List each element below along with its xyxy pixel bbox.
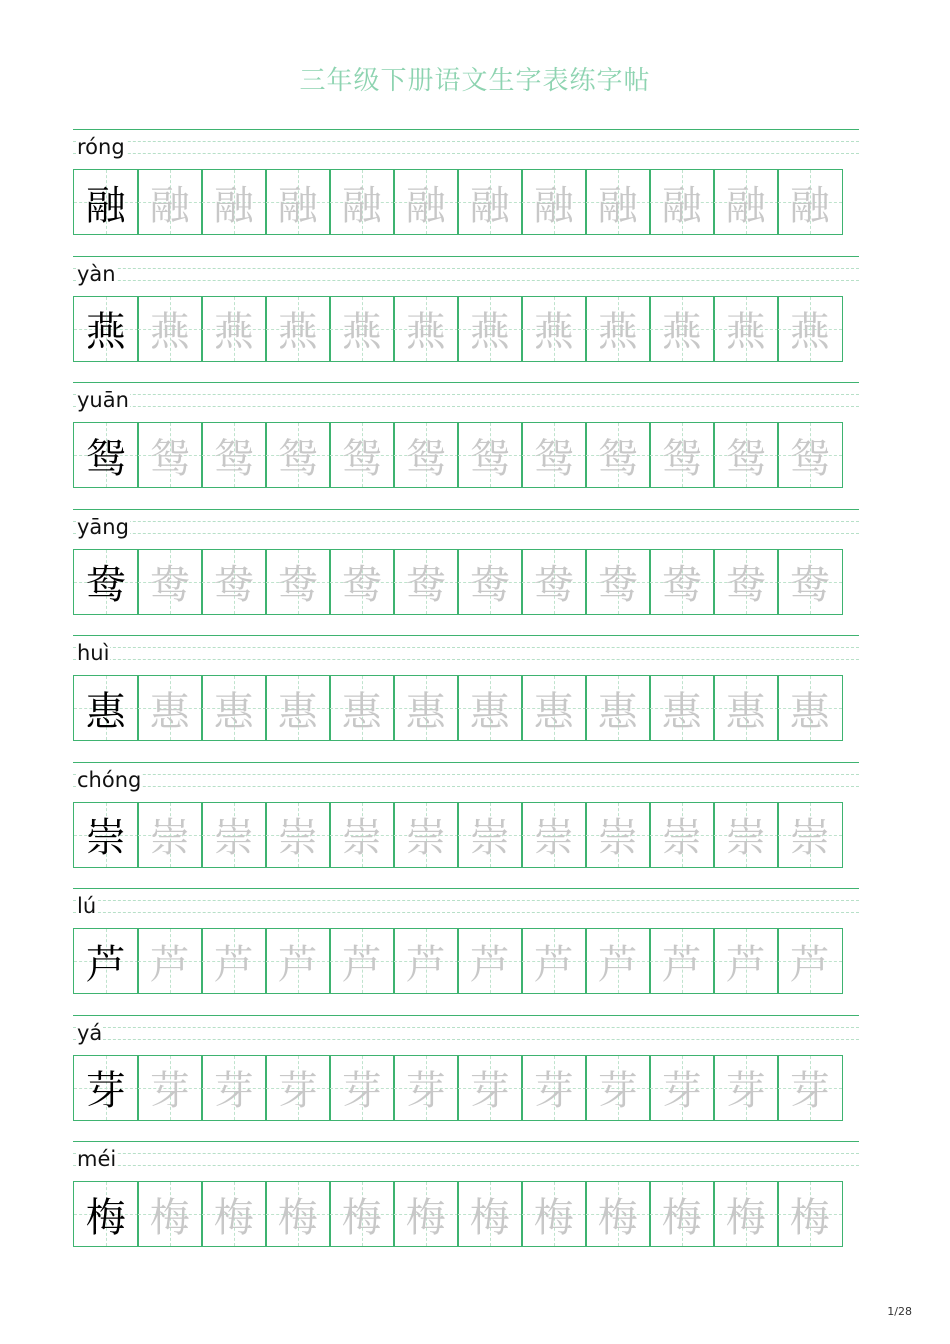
trace-cell: [137, 169, 203, 235]
trace-cell: [329, 802, 395, 868]
trace-character: 鸯: [213, 562, 254, 608]
trace-cell: [137, 928, 203, 994]
pinyin-label: lú: [77, 894, 97, 918]
trace-character: 惠: [213, 688, 254, 735]
trace-cell: [201, 296, 267, 362]
trace-character: 惠: [149, 688, 190, 735]
trace-cell: [265, 169, 331, 235]
trace-character: 燕: [533, 309, 574, 355]
trace-character: 惠: [405, 688, 446, 735]
trace-cell: [649, 422, 715, 488]
trace-character: 芦: [149, 941, 190, 988]
trace-character: 芦: [661, 941, 702, 988]
trace-cell: [201, 928, 267, 994]
pinyin-guide-lines: [73, 1141, 859, 1178]
trace-cell: [393, 1055, 459, 1121]
trace-character: 燕: [405, 309, 446, 355]
pinyin-label: yàn: [77, 261, 116, 286]
trace-character: 崇: [341, 815, 382, 861]
trace-character: 融: [597, 182, 638, 229]
trace-cell: [713, 296, 779, 362]
trace-character: 梅: [277, 1194, 318, 1241]
trace-character: 融: [149, 182, 190, 229]
trace-cell: [265, 1055, 331, 1121]
trace-character: 鸳: [405, 435, 446, 482]
trace-character: 崇: [469, 815, 510, 861]
trace-cell: [585, 169, 651, 235]
trace-character: 梅: [725, 1194, 766, 1241]
trace-cell: [457, 422, 523, 488]
trace-cell: [201, 1181, 267, 1247]
trace-character: 芽: [533, 1068, 574, 1114]
model-character: 鸯: [85, 562, 126, 608]
model-cell: [73, 928, 139, 994]
trace-cell: [521, 422, 587, 488]
trace-character: 芦: [405, 941, 446, 988]
model-cell: [73, 169, 139, 235]
trace-character: 崇: [149, 815, 190, 861]
practice-row: [73, 1141, 859, 1261]
trace-character: 融: [341, 182, 382, 229]
model-cell: [73, 802, 139, 868]
trace-character: 鸯: [469, 562, 510, 608]
trace-character: 燕: [469, 309, 510, 355]
trace-cell: [265, 1181, 331, 1247]
pinyin-label: yāng: [77, 514, 129, 539]
trace-character: 崇: [597, 815, 638, 861]
trace-character: 芦: [597, 941, 638, 988]
trace-cell: [329, 675, 395, 741]
trace-cell: [521, 296, 587, 362]
trace-cell: [137, 675, 203, 741]
tian-grid-row: [73, 422, 859, 488]
trace-character: 惠: [661, 688, 702, 735]
trace-cell: [777, 675, 843, 741]
trace-character: 鸳: [277, 435, 318, 482]
trace-cell: [201, 802, 267, 868]
trace-cell: [393, 549, 459, 615]
trace-cell: [777, 1181, 843, 1247]
pinyin-label: yá: [77, 1020, 103, 1045]
trace-cell: [713, 802, 779, 868]
trace-cell: [457, 169, 523, 235]
trace-character: 梅: [341, 1194, 382, 1241]
trace-cell: [649, 802, 715, 868]
trace-character: 鸳: [789, 435, 830, 482]
trace-character: 鸯: [341, 562, 382, 608]
practice-row: [73, 382, 859, 502]
trace-character: 融: [277, 182, 318, 229]
trace-cell: [265, 422, 331, 488]
trace-cell: [393, 802, 459, 868]
trace-cell: [777, 549, 843, 615]
trace-character: 梅: [597, 1194, 638, 1241]
trace-cell: [521, 169, 587, 235]
trace-character: 崇: [213, 815, 254, 861]
pinyin-label: huì: [77, 641, 110, 665]
trace-character: 融: [789, 182, 830, 229]
trace-character: 燕: [661, 309, 702, 355]
trace-character: 鸯: [533, 562, 574, 608]
pinyin-label: róng: [77, 135, 125, 159]
trace-character: 崇: [661, 815, 702, 861]
trace-character: 崇: [277, 815, 318, 861]
trace-cell: [457, 1181, 523, 1247]
trace-character: 芽: [405, 1068, 446, 1114]
practice-row: [73, 129, 859, 249]
trace-cell: [521, 1181, 587, 1247]
trace-cell: [457, 802, 523, 868]
trace-cell: [329, 169, 395, 235]
tian-grid-row: [73, 296, 859, 362]
trace-character: 燕: [149, 309, 190, 355]
pinyin-guide-lines: [73, 635, 859, 672]
trace-character: 芽: [661, 1068, 702, 1114]
tian-grid-row: [73, 675, 859, 741]
trace-character: 芦: [213, 941, 254, 988]
pinyin-label: chóng: [77, 767, 142, 792]
model-cell: [73, 1181, 139, 1247]
model-character: 惠: [85, 688, 126, 735]
trace-cell: [201, 422, 267, 488]
model-character: 梅: [85, 1194, 126, 1241]
practice-row: [73, 762, 859, 882]
trace-cell: [713, 549, 779, 615]
trace-character: 燕: [597, 309, 638, 355]
tian-grid-row: [73, 1055, 859, 1121]
tian-grid-row: [73, 169, 859, 235]
model-cell: [73, 1055, 139, 1121]
pinyin-guide-lines: [73, 762, 859, 799]
trace-character: 梅: [405, 1194, 446, 1241]
practice-row: [73, 509, 859, 629]
trace-character: 梅: [213, 1194, 254, 1241]
trace-character: 崇: [405, 815, 446, 861]
trace-character: 芽: [149, 1068, 190, 1114]
trace-character: 崇: [725, 815, 766, 861]
trace-cell: [777, 169, 843, 235]
trace-character: 鸳: [469, 435, 510, 482]
trace-cell: [457, 296, 523, 362]
trace-character: 芽: [213, 1068, 254, 1114]
trace-cell: [201, 1055, 267, 1121]
trace-cell: [201, 169, 267, 235]
trace-cell: [585, 296, 651, 362]
trace-cell: [393, 675, 459, 741]
model-character: 鸳: [85, 435, 126, 482]
page-title: 三年级下册语文生字表练字帖: [299, 66, 651, 96]
page-number: 1/28: [887, 1305, 912, 1318]
trace-cell: [393, 1181, 459, 1247]
trace-character: 鸳: [597, 435, 638, 482]
trace-cell: [457, 928, 523, 994]
trace-cell: [649, 169, 715, 235]
trace-cell: [393, 169, 459, 235]
trace-cell: [521, 549, 587, 615]
tian-grid-row: [73, 928, 859, 994]
tian-grid-row: [73, 802, 859, 868]
pinyin-guide-lines: [73, 1015, 859, 1052]
trace-cell: [521, 675, 587, 741]
model-character: 燕: [85, 309, 126, 355]
trace-cell: [713, 1181, 779, 1247]
tian-grid-row: [73, 549, 859, 615]
trace-cell: [137, 422, 203, 488]
practice-row: [73, 1015, 859, 1135]
trace-cell: [393, 422, 459, 488]
trace-cell: [585, 422, 651, 488]
trace-cell: [329, 422, 395, 488]
model-cell: [73, 675, 139, 741]
trace-cell: [137, 802, 203, 868]
trace-cell: [649, 928, 715, 994]
trace-character: 惠: [469, 688, 510, 735]
trace-character: 融: [533, 182, 574, 229]
trace-cell: [585, 928, 651, 994]
trace-character: 燕: [725, 309, 766, 355]
model-character: 融: [85, 182, 126, 229]
model-cell: [73, 296, 139, 362]
trace-character: 燕: [341, 309, 382, 355]
model-character: 芽: [85, 1068, 126, 1114]
model-character: 崇: [85, 815, 126, 861]
trace-character: 鸯: [277, 562, 318, 608]
trace-cell: [457, 1055, 523, 1121]
trace-cell: [393, 296, 459, 362]
trace-character: 融: [213, 182, 254, 229]
trace-character: 芦: [277, 941, 318, 988]
trace-character: 鸳: [533, 435, 574, 482]
practice-row: [73, 256, 859, 376]
pinyin-label: méi: [77, 1147, 117, 1171]
trace-cell: [585, 549, 651, 615]
trace-character: 融: [661, 182, 702, 229]
trace-cell: [137, 1055, 203, 1121]
model-cell: [73, 422, 139, 488]
trace-cell: [649, 1181, 715, 1247]
trace-cell: [649, 549, 715, 615]
trace-character: 鸳: [341, 435, 382, 482]
trace-cell: [521, 802, 587, 868]
trace-cell: [777, 1055, 843, 1121]
trace-cell: [777, 422, 843, 488]
trace-character: 梅: [533, 1194, 574, 1241]
pinyin-guide-lines: [73, 129, 859, 166]
pinyin-guide-lines: [73, 256, 859, 293]
trace-cell: [585, 802, 651, 868]
trace-character: 崇: [789, 815, 830, 861]
trace-cell: [329, 296, 395, 362]
trace-cell: [137, 1181, 203, 1247]
trace-character: 惠: [725, 688, 766, 735]
trace-cell: [265, 296, 331, 362]
trace-character: 芽: [789, 1068, 830, 1114]
trace-cell: [265, 928, 331, 994]
trace-cell: [457, 549, 523, 615]
trace-character: 鸯: [405, 562, 446, 608]
trace-character: 芽: [597, 1068, 638, 1114]
trace-cell: [649, 675, 715, 741]
trace-character: 崇: [533, 815, 574, 861]
trace-character: 惠: [341, 688, 382, 735]
trace-cell: [137, 296, 203, 362]
model-cell: [73, 549, 139, 615]
trace-cell: [713, 928, 779, 994]
trace-character: 鸯: [661, 562, 702, 608]
trace-character: 融: [469, 182, 510, 229]
trace-cell: [649, 296, 715, 362]
trace-character: 芽: [341, 1068, 382, 1114]
model-character: 芦: [85, 941, 126, 988]
trace-character: 芦: [469, 941, 510, 988]
trace-character: 芦: [341, 941, 382, 988]
trace-character: 芽: [725, 1068, 766, 1114]
trace-character: 融: [725, 182, 766, 229]
trace-cell: [265, 549, 331, 615]
trace-cell: [713, 169, 779, 235]
trace-character: 芦: [725, 941, 766, 988]
trace-cell: [329, 1181, 395, 1247]
trace-cell: [713, 675, 779, 741]
trace-cell: [265, 802, 331, 868]
tian-grid-row: [73, 1181, 859, 1247]
trace-cell: [521, 1055, 587, 1121]
trace-character: 鸳: [725, 435, 766, 482]
trace-cell: [585, 1055, 651, 1121]
trace-character: 燕: [789, 309, 830, 355]
trace-cell: [713, 422, 779, 488]
trace-cell: [777, 802, 843, 868]
trace-character: 芽: [469, 1068, 510, 1114]
trace-character: 燕: [277, 309, 318, 355]
trace-cell: [777, 296, 843, 362]
trace-character: 梅: [789, 1194, 830, 1241]
trace-cell: [521, 928, 587, 994]
trace-character: 鸯: [149, 562, 190, 608]
trace-character: 惠: [533, 688, 574, 735]
trace-cell: [265, 675, 331, 741]
trace-character: 鸳: [213, 435, 254, 482]
trace-character: 惠: [277, 688, 318, 735]
practice-row: [73, 888, 859, 1008]
trace-cell: [649, 1055, 715, 1121]
pinyin-guide-lines: [73, 888, 859, 925]
trace-character: 芽: [277, 1068, 318, 1114]
trace-cell: [329, 928, 395, 994]
trace-character: 鸯: [789, 562, 830, 608]
trace-cell: [713, 1055, 779, 1121]
trace-cell: [777, 928, 843, 994]
trace-character: 融: [405, 182, 446, 229]
trace-character: 鸯: [725, 562, 766, 608]
pinyin-guide-lines: [73, 509, 859, 546]
trace-cell: [585, 675, 651, 741]
trace-character: 惠: [789, 688, 830, 735]
trace-cell: [329, 1055, 395, 1121]
trace-character: 惠: [597, 688, 638, 735]
trace-character: 鸯: [597, 562, 638, 608]
trace-character: 燕: [213, 309, 254, 355]
trace-cell: [457, 675, 523, 741]
trace-character: 梅: [149, 1194, 190, 1241]
trace-character: 鸳: [661, 435, 702, 482]
trace-cell: [585, 1181, 651, 1247]
trace-cell: [393, 928, 459, 994]
trace-cell: [329, 549, 395, 615]
trace-cell: [137, 549, 203, 615]
trace-character: 鸳: [149, 435, 190, 482]
trace-character: 梅: [661, 1194, 702, 1241]
trace-character: 芦: [533, 941, 574, 988]
trace-cell: [201, 549, 267, 615]
practice-row: [73, 635, 859, 755]
trace-character: 梅: [469, 1194, 510, 1241]
trace-cell: [201, 675, 267, 741]
trace-character: 芦: [789, 941, 830, 988]
pinyin-guide-lines: [73, 382, 859, 419]
pinyin-label: yuān: [77, 388, 129, 412]
